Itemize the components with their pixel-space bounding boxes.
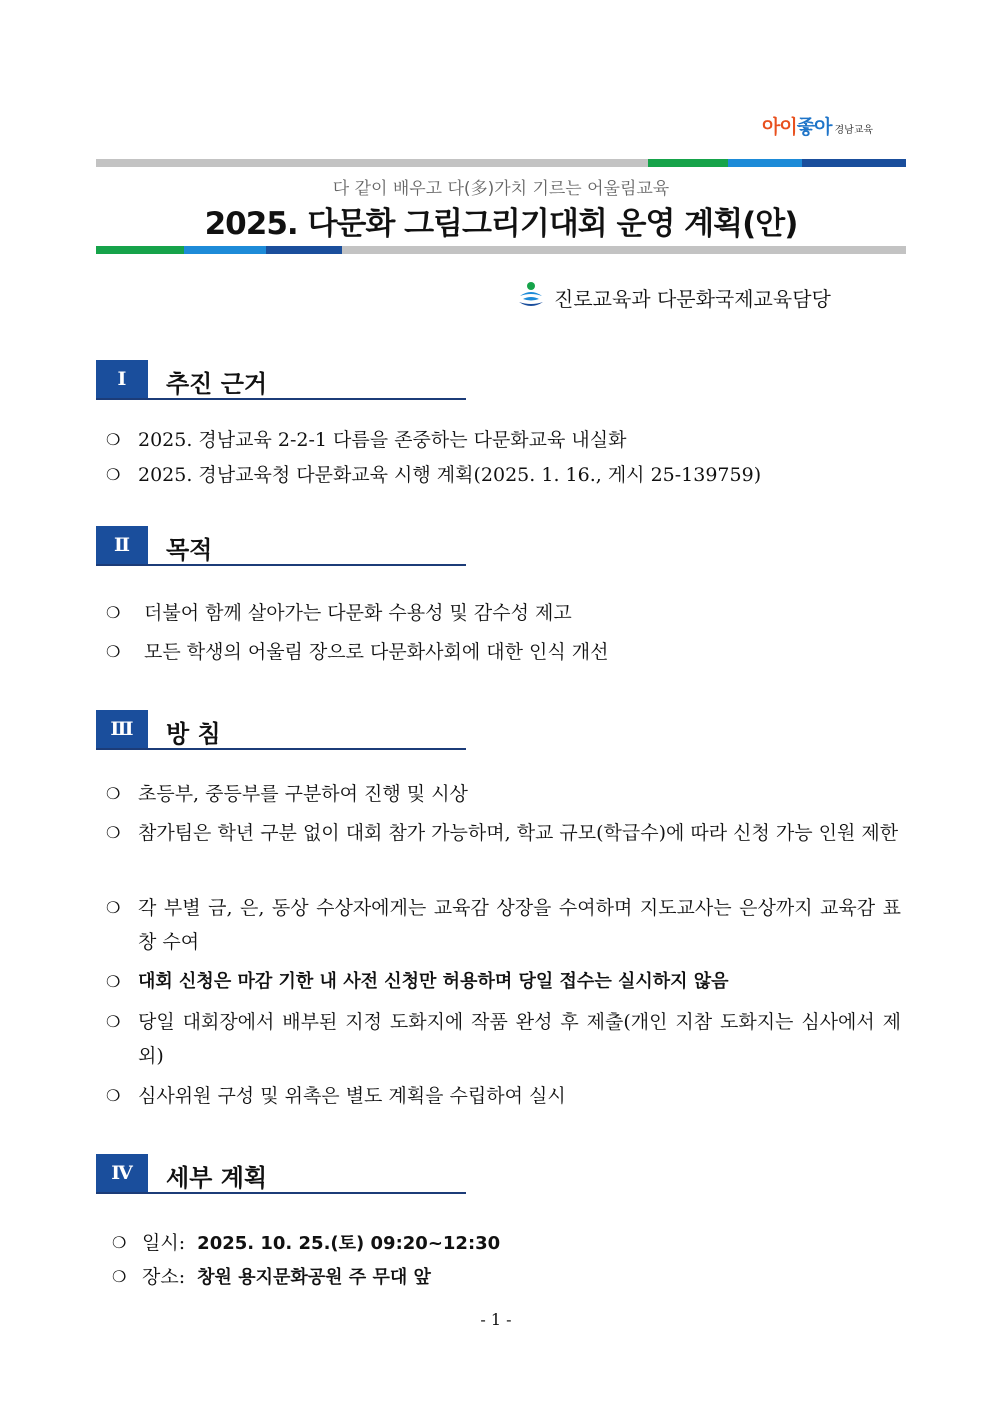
section-title: 세부 계획: [166, 1164, 268, 1192]
section-title: 목적: [166, 536, 213, 564]
circle-bullet-icon: ❍: [106, 972, 121, 991]
list-item: [106, 891, 901, 959]
document-subtitle: 다 같이 배우고 다(多)가치 기르는 어울림교육: [332, 179, 670, 199]
circle-bullet-icon: ❍: [106, 823, 121, 842]
section-header-4: [96, 1154, 466, 1194]
education-office-icon: [516, 280, 546, 315]
circle-bullet-icon: ❍: [106, 1012, 121, 1031]
department-name: 진로교육과 다문화국제교육담당: [554, 287, 831, 311]
section-title: 추진 근거: [166, 370, 268, 398]
list-item: [106, 816, 901, 850]
department-line: [516, 280, 831, 315]
list-item: [106, 596, 901, 630]
detail-label: 일시:: [142, 1232, 186, 1254]
top-bar-green: [648, 159, 728, 167]
top-bar-navy: [802, 159, 906, 167]
list-item: [106, 635, 901, 669]
list-item: [106, 1079, 901, 1113]
item-text: 초등부, 중등부를 구분하여 진행 및 시상: [138, 783, 468, 805]
section-header-2: [96, 526, 466, 566]
list-item: [106, 458, 901, 492]
item-text: 대회 신청은 마감 기한 내 사전 신청만 허용하며 당일 접수는 실시하지 않음: [138, 971, 729, 992]
item-text: 2025. 경남교육청 다문화교육 시행 계획(2025. 1. 16., 게시 25-139759): [138, 464, 762, 486]
list-item: [106, 1005, 901, 1073]
circle-bullet-icon: ❍: [112, 1267, 127, 1286]
bottom-bar-gray: [342, 246, 906, 254]
detail-label: 장소:: [142, 1266, 186, 1288]
circle-bullet-icon: ❍: [106, 784, 121, 803]
section-number: Ⅳ: [96, 1154, 148, 1192]
logo-text-2: 좋아: [796, 116, 832, 138]
section-header-3: [96, 710, 466, 750]
detail-item-date: [106, 1226, 901, 1261]
section-number: Ⅰ: [96, 360, 148, 398]
list-item-emphasis: [106, 965, 901, 999]
circle-bullet-icon: ❍: [112, 1233, 127, 1252]
detail-row: [142, 1226, 901, 1261]
page-number: - 1 -: [480, 1310, 512, 1329]
item-text: 참가팀은 학년 구분 없이 대회 참가 가능하며, 학교 규모(학급수)에 따라 신청 가능 인원 제한: [138, 822, 899, 844]
detail-item-place: [106, 1260, 901, 1295]
section-header-1: [96, 360, 466, 400]
circle-bullet-icon: ❍: [106, 430, 121, 449]
item-text: 각 부별 금, 은, 동상 수상자에게는 교육감 상장을 수여하며 지도교사는 은상까지 교육감 표창 수여: [138, 897, 901, 953]
circle-bullet-icon: ❍: [106, 898, 121, 917]
section-title: 방 침: [166, 720, 221, 748]
item-text: 당일 대회장에서 배부된 지정 도화지에 작품 완성 후 제출(개인 지참 도화지는 심사에서 제외): [138, 1011, 901, 1067]
detail-row: [142, 1260, 901, 1295]
bottom-bar-blue: [184, 246, 266, 254]
detail-value: 2025. 10. 25.(토) 09:20~12:30: [197, 1233, 501, 1254]
top-bar-blue: [728, 159, 802, 167]
item-text: 모든 학생의 어울림 장으로 다문화사회에 대한 인식 개선: [144, 641, 609, 663]
list-item: [106, 777, 901, 811]
bottom-bar-navy: [266, 246, 342, 254]
list-item: [106, 423, 901, 457]
circle-bullet-icon: ❍: [106, 603, 121, 622]
section-number: Ⅱ: [96, 526, 148, 564]
detail-value: 창원 용지문화공원 주 무대 앞: [197, 1267, 431, 1288]
circle-bullet-icon: ❍: [106, 465, 121, 484]
logo-org: 경남교육: [834, 125, 874, 136]
item-text: 2025. 경남교육 2-2-1 다름을 존중하는 다문화교육 내실화: [138, 429, 627, 451]
item-text: 심사위원 구성 및 위촉은 별도 계획을 수립하여 실시: [138, 1085, 566, 1107]
circle-bullet-icon: ❍: [106, 1086, 121, 1105]
logo-text-1: 아이: [762, 116, 797, 138]
circle-bullet-icon: ❍: [106, 642, 121, 661]
logo: [762, 112, 873, 138]
bottom-bar-green: [96, 246, 184, 254]
top-bar-gray: [96, 159, 648, 167]
item-text: 더불어 함께 살아가는 다문화 수용성 및 감수성 제고: [144, 602, 572, 624]
section-number: Ⅲ: [96, 710, 148, 748]
document-title: 2025. 다문화 그림그리기대회 운영 계획(안): [204, 206, 798, 242]
